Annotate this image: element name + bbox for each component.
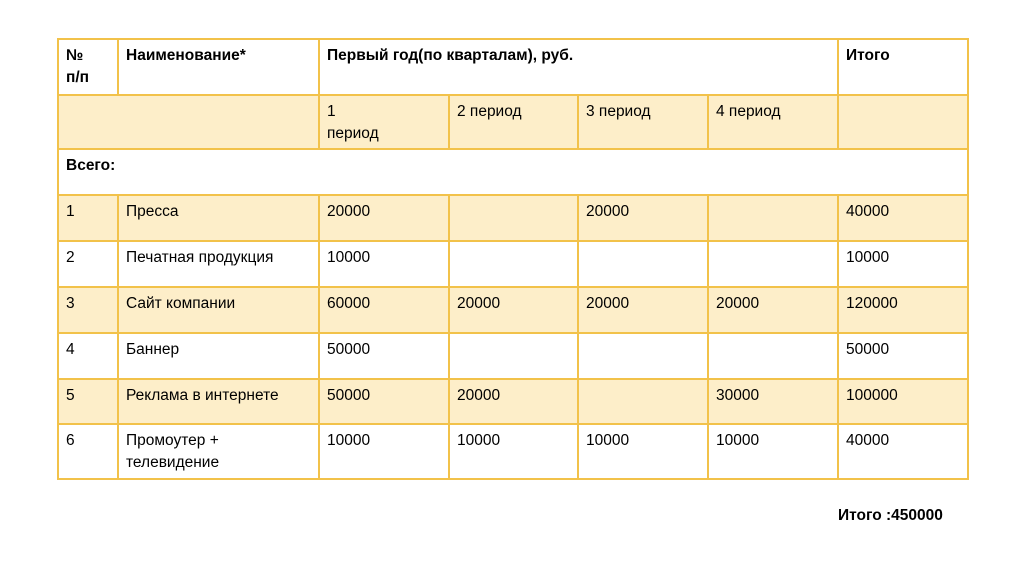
header-total bbox=[838, 39, 968, 95]
cell-p2 bbox=[449, 195, 578, 241]
cell-p2 bbox=[449, 379, 578, 424]
cell-p1 bbox=[319, 424, 449, 479]
header-row bbox=[58, 39, 968, 95]
cell-total-text: 120000 bbox=[846, 295, 898, 312]
cell-name-text: Сайт компании bbox=[126, 295, 236, 312]
cell-num bbox=[58, 195, 118, 241]
period-2 bbox=[449, 95, 578, 149]
cell-name bbox=[118, 379, 319, 424]
cell-num bbox=[58, 287, 118, 333]
all-label-text: Всего: bbox=[66, 157, 116, 174]
cell-p4 bbox=[708, 379, 838, 424]
cell-p2-text: 20000 bbox=[457, 295, 501, 312]
period-1 bbox=[319, 95, 449, 149]
header-num bbox=[58, 39, 118, 95]
cell-p4-text: 30000 bbox=[716, 387, 760, 404]
cell-p2 bbox=[449, 333, 578, 379]
table-row bbox=[58, 195, 968, 241]
period-total-blank bbox=[838, 95, 968, 149]
cell-total bbox=[838, 333, 968, 379]
cell-total-text: 50000 bbox=[846, 341, 890, 358]
cell-total bbox=[838, 379, 968, 424]
period-3 bbox=[578, 95, 708, 149]
cell-p4-text: 20000 bbox=[716, 295, 760, 312]
cell-total-text: 40000 bbox=[846, 432, 890, 449]
cell-p1-text: 50000 bbox=[327, 341, 371, 358]
period-4-text: 4 период bbox=[716, 103, 781, 120]
cell-p1-text: 60000 bbox=[327, 295, 371, 312]
cell-total bbox=[838, 195, 968, 241]
cell-num-text: 5 bbox=[66, 387, 75, 404]
cell-p4-text: 10000 bbox=[716, 432, 760, 449]
cell-name bbox=[118, 424, 319, 479]
header-year bbox=[319, 39, 838, 95]
cell-total-text: 100000 bbox=[846, 387, 898, 404]
cell-p4 bbox=[708, 195, 838, 241]
table-row bbox=[58, 241, 968, 287]
header-total-text: Итого bbox=[846, 47, 890, 64]
cell-p3 bbox=[578, 333, 708, 379]
cell-p3 bbox=[578, 195, 708, 241]
cell-p2 bbox=[449, 287, 578, 333]
table-row bbox=[58, 379, 968, 424]
cell-p1 bbox=[319, 333, 449, 379]
cell-p3 bbox=[578, 287, 708, 333]
period-1-text: 1 период bbox=[327, 103, 379, 142]
cell-name-text: Промоутер + телевидение bbox=[126, 432, 220, 471]
cell-num bbox=[58, 424, 118, 479]
grand-total: Итого :450000 bbox=[838, 507, 943, 524]
cell-total bbox=[838, 287, 968, 333]
table-row bbox=[58, 424, 968, 479]
cell-num-text: 2 bbox=[66, 249, 75, 266]
header-name bbox=[118, 39, 319, 95]
cell-num bbox=[58, 379, 118, 424]
cell-p3-text: 20000 bbox=[586, 203, 630, 220]
cell-p1 bbox=[319, 379, 449, 424]
cell-num bbox=[58, 333, 118, 379]
cell-p2 bbox=[449, 424, 578, 479]
table-row bbox=[58, 287, 968, 333]
cell-num-text: 1 bbox=[66, 203, 75, 220]
cell-num-text: 4 bbox=[66, 341, 75, 358]
cell-total bbox=[838, 424, 968, 479]
period-3-text: 3 период bbox=[586, 103, 651, 120]
cell-name-text: Пресса bbox=[126, 203, 179, 220]
cell-p3 bbox=[578, 379, 708, 424]
cell-name bbox=[118, 287, 319, 333]
cell-name bbox=[118, 241, 319, 287]
cell-p3 bbox=[578, 424, 708, 479]
period-row bbox=[58, 95, 968, 149]
cell-name-text: Реклама в интернете bbox=[126, 387, 279, 404]
header-name-text: Наименование* bbox=[126, 47, 246, 64]
cell-p1 bbox=[319, 241, 449, 287]
all-label bbox=[58, 149, 968, 195]
cell-p1-text: 20000 bbox=[327, 203, 371, 220]
cell-p3 bbox=[578, 241, 708, 287]
cell-p1 bbox=[319, 195, 449, 241]
cell-p2-text: 10000 bbox=[457, 432, 501, 449]
cell-name-text: Печатная продукция bbox=[126, 249, 274, 266]
cell-p4 bbox=[708, 333, 838, 379]
cell-p1-text: 10000 bbox=[327, 249, 371, 266]
cell-num bbox=[58, 241, 118, 287]
period-2-text: 2 период bbox=[457, 103, 522, 120]
cell-num-text: 3 bbox=[66, 295, 75, 312]
cell-p2 bbox=[449, 241, 578, 287]
data-rows bbox=[58, 195, 968, 479]
budget-table bbox=[57, 38, 969, 480]
table-row bbox=[58, 333, 968, 379]
header-year-text: Первый год(по кварталам), руб. bbox=[327, 47, 574, 64]
cell-p2-text: 20000 bbox=[457, 387, 501, 404]
cell-p1-text: 10000 bbox=[327, 432, 371, 449]
cell-name bbox=[118, 333, 319, 379]
cell-total-text: 10000 bbox=[846, 249, 890, 266]
cell-p1 bbox=[319, 287, 449, 333]
cell-name bbox=[118, 195, 319, 241]
cell-p4 bbox=[708, 287, 838, 333]
period-4 bbox=[708, 95, 838, 149]
cell-p1-text: 50000 bbox=[327, 387, 371, 404]
cell-p3-text: 10000 bbox=[586, 432, 630, 449]
cell-p4 bbox=[708, 241, 838, 287]
period-blank bbox=[58, 95, 319, 149]
cell-total bbox=[838, 241, 968, 287]
cell-name-text: Баннер bbox=[126, 341, 180, 358]
cell-num-text: 6 bbox=[66, 432, 75, 449]
cell-total-text: 40000 bbox=[846, 203, 890, 220]
cell-p4 bbox=[708, 424, 838, 479]
cell-p3-text: 20000 bbox=[586, 295, 630, 312]
header-num-text: № п/п bbox=[66, 47, 90, 86]
all-row bbox=[58, 149, 968, 195]
